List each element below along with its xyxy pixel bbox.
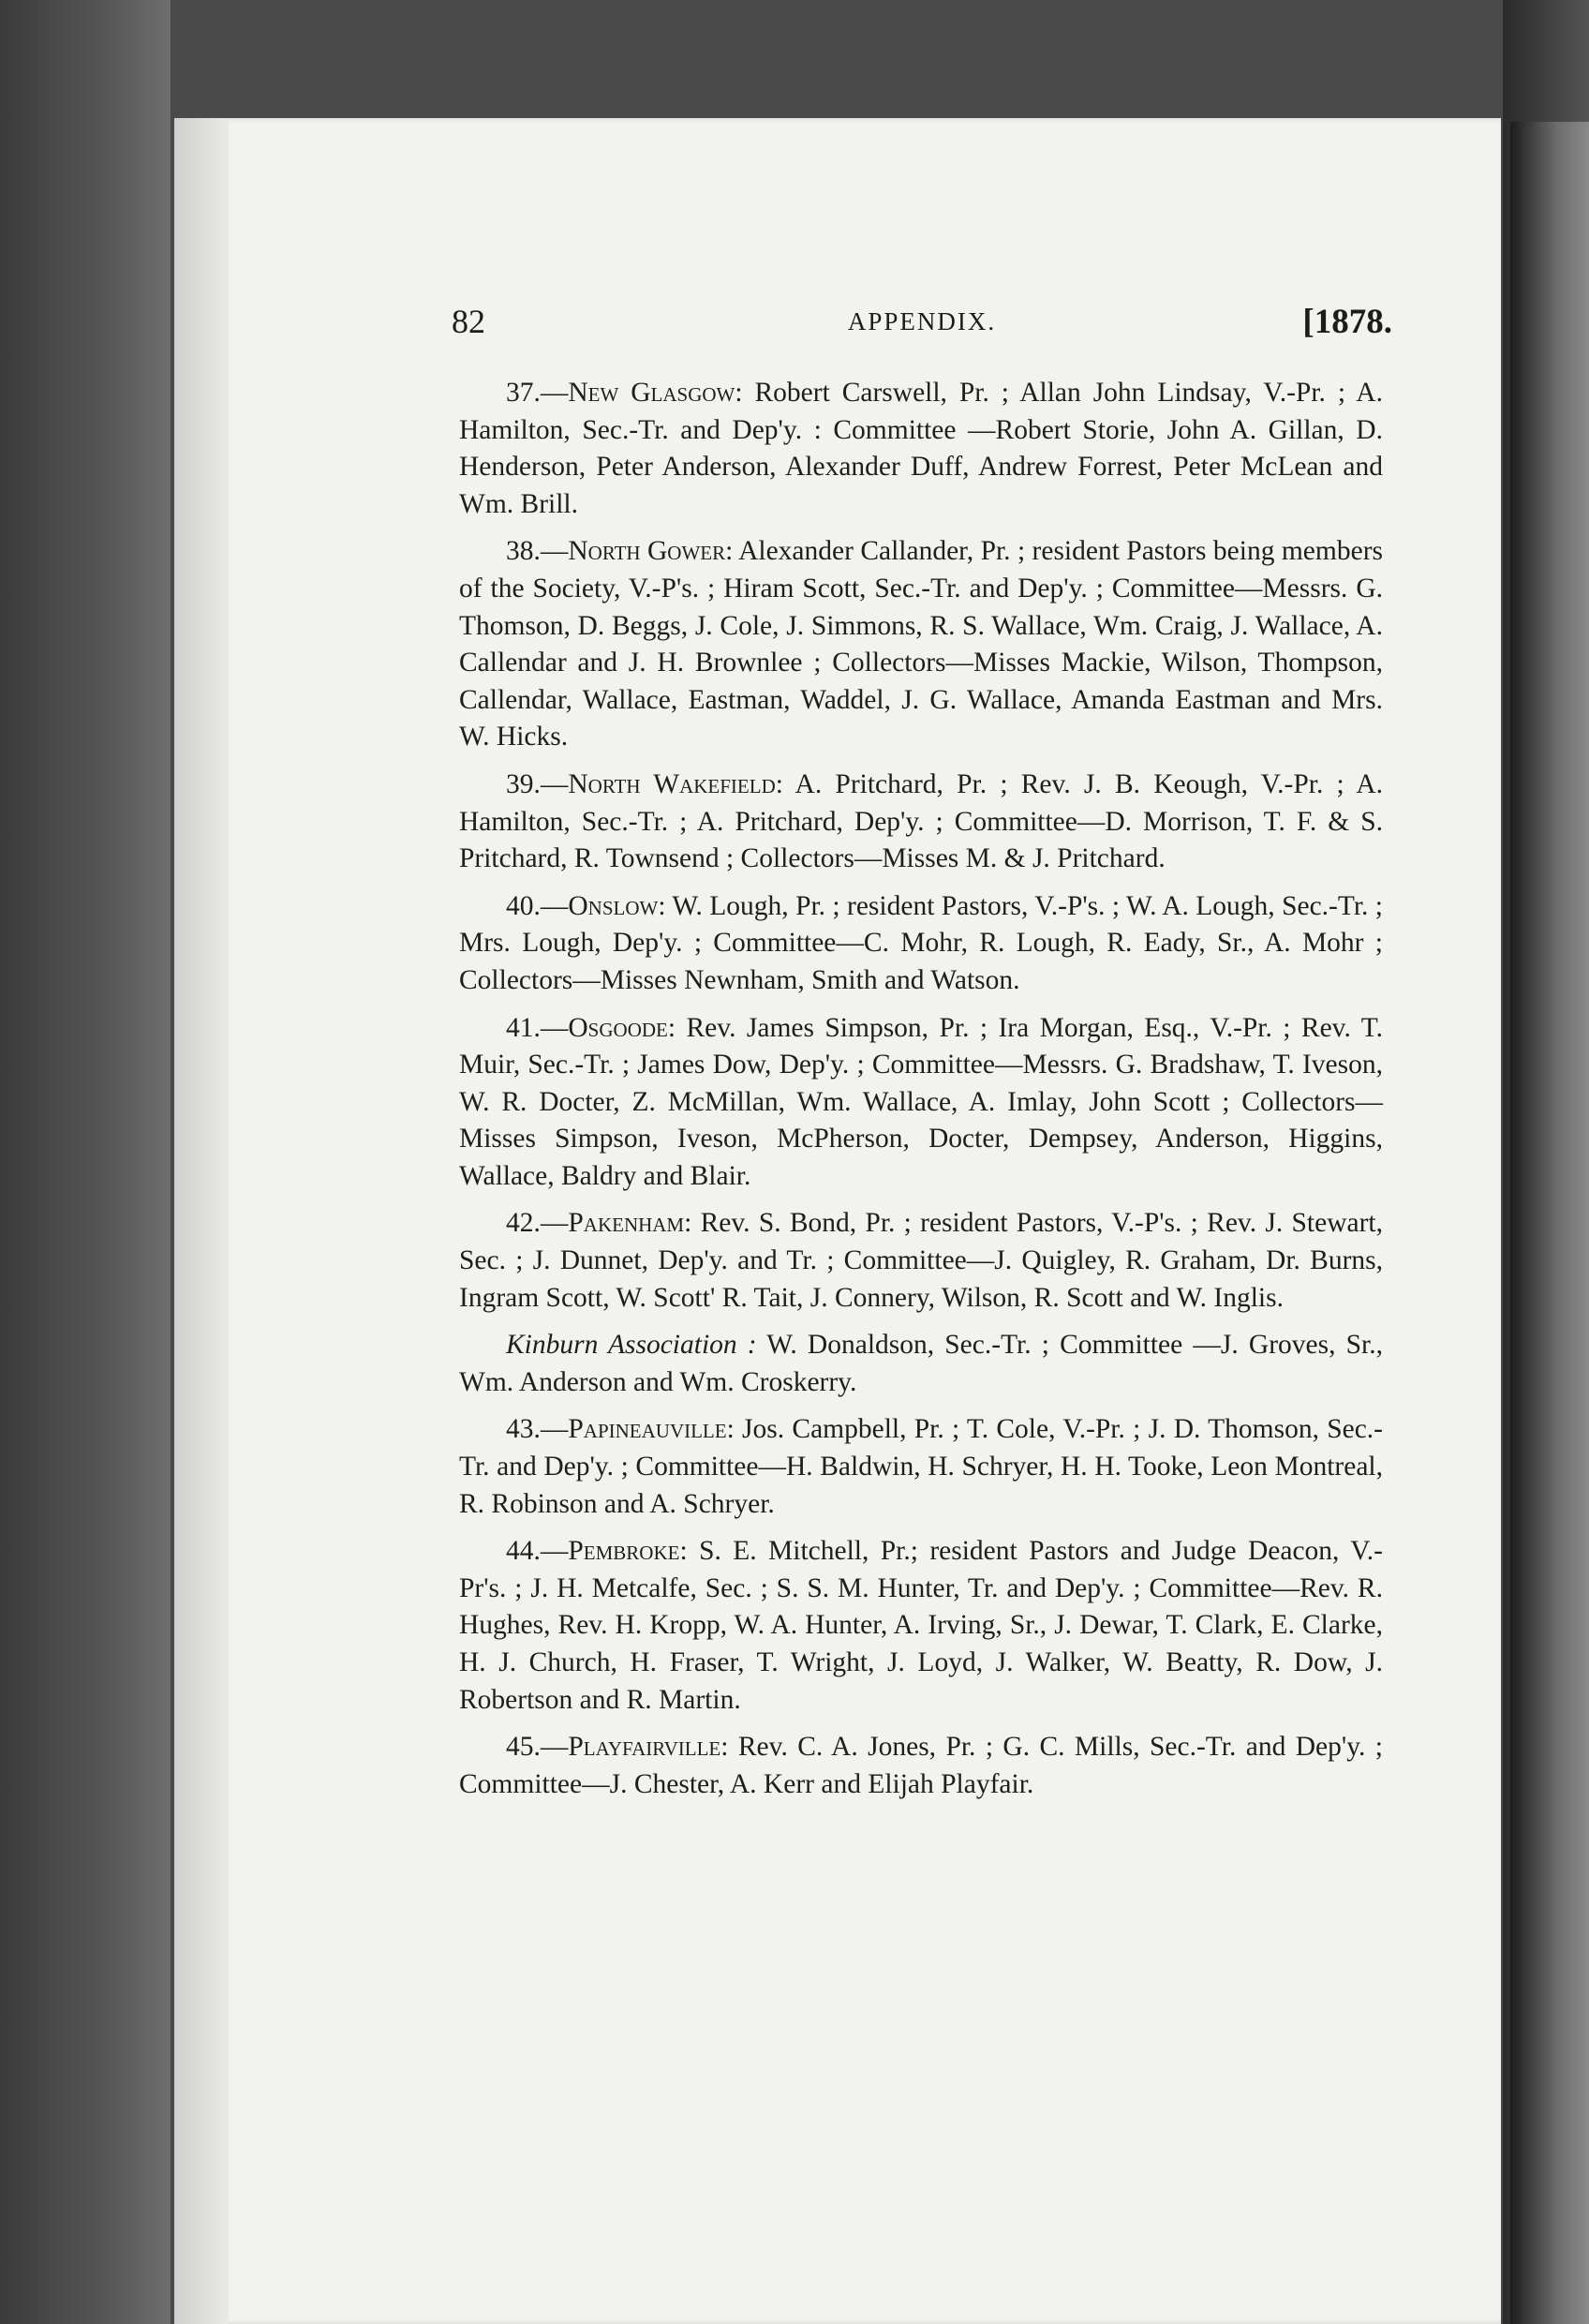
association-name: Kinburn Association :	[506, 1330, 757, 1361]
running-header	[452, 302, 1392, 345]
year-label: [1878.	[1302, 303, 1392, 341]
entry-paragraph	[459, 888, 1383, 1000]
entry-text: : Rev. James Simpson, Pr. ; Ira Morgan, Esq., V.-Pr. ; Rev. T. Muir, Sec.-Tr. ; James Dow, Dep'y. ; Committee—Messrs. G. Bradshaw, T. Iveson, W. R. Docter, Z. McMillan, Wm. Wallace, A. Imlay, John Scott ; Collectors—Misses Simpson, Iveson, McPherson, Docter, Dempsey, Anderson, Higgins, Wallace, Baldry and Blair.	[459, 1012, 1383, 1191]
entry-number: 41.—	[506, 1012, 569, 1043]
entry-text: : Rev. C. A. Jones, Pr. ; G. C. Mills, Sec.-Tr. and Dep'y. ; Committee—J. Chester, A. Kerr and Elijah Playfair.	[459, 1732, 1383, 1799]
entry-paragraph	[459, 375, 1383, 523]
entry-name: Pakenham	[568, 1208, 685, 1239]
entry-number: 39.—	[506, 768, 569, 799]
entry-paragraph	[459, 1533, 1383, 1719]
entry-paragraph	[459, 1010, 1383, 1196]
entry-text: : Jos. Campbell, Pr. ; T. Cole, V.-Pr. ; J. D. Thomson, Sec.-Tr. and Dep'y. ; Committee—H. Baldwin, H. Schryer, H. H. Tooke, Leon Montreal, R. Robinson and A. Schryer.	[459, 1414, 1383, 1519]
entry-name: Playfairville	[568, 1732, 721, 1763]
entry-paragraph	[459, 1205, 1383, 1317]
entry-text: : A. Pritchard, Pr. ; Rev. J. B. Keough, V.-Pr. ; A. Hamilton, Sec.-Tr. ; A. Pritchard, Dep'y. ; Committee—D. Morrison, T. F. & S. Pritchard, R. Townsend ; Collectors—Misses M. & J. Pritchard.	[459, 768, 1384, 874]
entry-name: Osgoode	[568, 1012, 668, 1043]
entry-name: Pembroke	[568, 1536, 680, 1567]
page-gutter	[174, 118, 229, 2324]
scan-background-left	[0, 0, 171, 2324]
page-number: 82	[452, 303, 485, 340]
entry-text: : Alexander Callander, Pr. ; resident Pastors being members of the Society, V.-P's. ; Hiram Scott, Sec.-Tr. and Dep'y. ; Committee—Messrs. G. Thomson, D. Beggs, J. Cole, J. Simmons, R. S. Wallace, Wm. Craig, J. Wallace, A. Callendar and J. H. Brownlee ; Collectors—Misses Mackie, Wilson, Thompson, Callendar, Wallace, Eastman, Waddel, J. G. Wallace, Amanda Eastman and Mrs. W. Hicks.	[459, 536, 1383, 752]
entry-number: 37.—	[506, 378, 569, 408]
entry-name: North Gower	[568, 536, 726, 567]
entry-number: 43.—	[506, 1414, 569, 1445]
entry-number: 40.—	[506, 890, 569, 921]
entry-text: : Rev. S. Bond, Pr. ; resident Pastors, V.-P's. ; Rev. J. Stewart, Sec. ; J. Dunnet, Dep'y. and Tr. ; Committee—J. Quigley, R. Graham, Dr. Burns, Ingram Scott, W. Scott' R. Tait, J. Connery, Wilson, R. Scott and W. Inglis.	[459, 1208, 1383, 1313]
entry-text: W. Donaldson, Sec.-Tr. ; Committee —J. Groves, Sr., Wm. Anderson and Wm. Croskerry.	[459, 1330, 1383, 1397]
entry-paragraph	[459, 1411, 1383, 1523]
entry-text: : Robert Carswell, Pr. ; Allan John Lindsay, V.-Pr. ; A. Hamilton, Sec.-Tr. and Dep'y. : Committee —Robert Storie, John A. Gillan, D. Henderson, Peter Anderson, Alexander Duff, Andrew Forrest, Peter McLean and Wm. Brill.	[459, 378, 1383, 519]
entry-name: New Glasgow	[568, 378, 735, 408]
entry-paragraph	[459, 1729, 1383, 1803]
entry-name: Onslow	[568, 890, 659, 921]
entry-name: Papineauville	[568, 1414, 727, 1445]
entry-paragraph	[459, 767, 1383, 878]
entry-paragraph	[459, 533, 1383, 756]
entry-number: 44.—	[506, 1536, 569, 1567]
entry-number: 45.—	[506, 1732, 569, 1763]
entry-number: 42.—	[506, 1208, 569, 1239]
facing-page-edge	[1510, 122, 1589, 2324]
association-paragraph	[459, 1327, 1383, 1401]
entry-number: 38.—	[506, 536, 569, 567]
entry-text: : S. E. Mitchell, Pr.; resident Pastors and Judge Deacon, V.-Pr's. ; J. H. Metcalfe, Sec. ; S. S. M. Hunter, Tr. and Dep'y. ; Committee—Rev. R. Hughes, Rev. H. Kropp, W. A. Hunter, A. Irving, Sr., J. Dewar, T. Clark, E. Clarke, H. J. Church, H. Fraser, T. Wright, J. Loyd, J. Walker, W. Beatty, R. Dow, J. Robertson and R. Martin.	[459, 1536, 1383, 1715]
running-title: APPENDIX.	[847, 307, 997, 335]
appendix-body	[459, 375, 1383, 1813]
entry-text: : W. Lough, Pr. ; resident Pastors, V.-P's. ; W. A. Lough, Sec.-Tr. ; Mrs. Lough, Dep'y. ; Committee—C. Mohr, R. Lough, R. Eady, Sr., A. Mohr ; Collectors—Misses Newnham, Smith and Watson.	[459, 890, 1383, 995]
entry-name: North Wakefield	[568, 768, 776, 799]
